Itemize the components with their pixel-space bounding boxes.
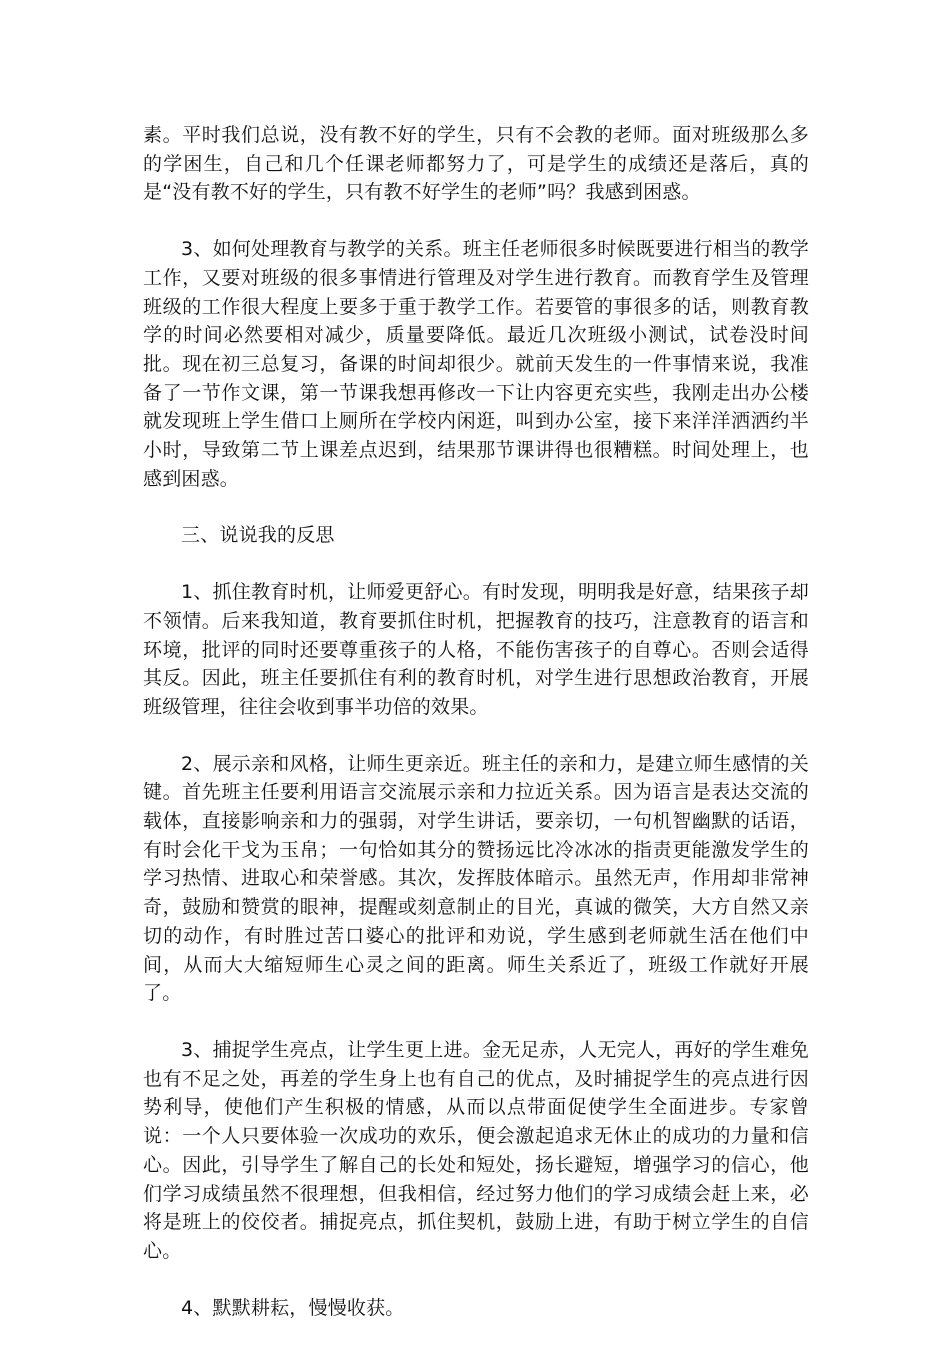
paragraph-reflection-1: 1、抓住教育时机，让师爱更舒心。有时发现，明明我是好意，结果孩子却不领情。后来我知道，教育要抓住时机，把握教育的技巧，注意教育的语言和环境，批评的同时还要尊重孩子的人格，不能伤害孩子的自尊心。否则会适得其反。因此，班主任要抓住有利的教育时机，对学生进行思想政治教育，开展班级管理，往往会收到事半功倍的效果。 (143, 581, 809, 718)
section-heading-reflection: 三、说说我的反思 (181, 524, 335, 547)
paragraph-reflection-4: 4、默默耕耘，慢慢收获。 (181, 1296, 405, 1319)
document-page (143, 121, 809, 1350)
paragraph-continuation: 素。平时我们总说，没有教不好的学生，只有不会教的老师。面对班级那么多的学困生，自己和几个任课老师都努力了，可是学生的成绩还是落后，真的是“没有教不好的学生，只有教不好学生的老师”吗？我感到困惑。 (143, 124, 809, 204)
paragraph-reflection-3: 3、捕捉学生亮点，让学生更上进。金无足赤，人无完人，再好的学生难免也有不足之处，再差的学生身上也有自己的优点，及时捕捉学生的亮点进行因势利导，使他们产生积极的情感，从而以点带面促使学生全面进步。专家曾说：一个人只要体验一次成功的欢乐，便会激起追求无休止的成功的力量和信心。因此，引导学生了解自己的长处和短处，扬长避短，增强学习的信心，他们学习成绩虽然不很理想，但我相信，经过努力他们的学习成绩会赶上来，必将是班上的佼佼者。捕捉亮点，抓住契机，鼓励上进，有助于树立学生的自信心。 (143, 1038, 809, 1262)
paragraph-teaching-education-relationship: 3、如何处理教育与教学的关系。班主任老师很多时候既要进行相当的教学工作，又要对班级的很多事情进行管理及对学生进行教育。而教育学生及管理班级的工作很大程度上要多于重于教学工作。若要管的事很多的话，则教育教学的时间必然要相对减少，质量要降低。最近几次班级小测试，试卷没时间批。现在初三总复习，备课的时间却很少。就前天发生的一件事情来说，我准备了一节作文课，第一节课我想再修改一下让内容更充实些，我刚走出办公楼就发现班上学生借口上厕所在学校内闲逛，叫到办公室，接下来洋洋洒洒约半小时，导致第二节上课差点迟到，结果那节课讲得也很糟糕。时间处理上，也感到困惑。 (143, 238, 809, 490)
paragraph-reflection-2: 2、展示亲和风格，让师生更亲近。班主任的亲和力，是建立师生感情的关键。首先班主任要利用语言交流展示亲和力拉近关系。因为语言是表达交流的载体，直接影响亲和力的强弱，对学生讲话，要亲切，一句机智幽默的话语，有时会化干戈为玉帛；一句恰如其分的赞扬远比冷冰冰的指责更能激发学生的学习热情、进取心和荣誉感。其次，发挥肢体暗示。虽然无声，作用却非常神奇，鼓励和赞赏的眼神，提醒或刻意制止的目光，真诚的微笑，大方自然又亲切的动作，有时胜过苦口婆心的批评和劝说，学生感到老师就生活在他们中间，从而大大缩短师生心灵之间的距离。师生关系近了，班级工作就好开展了。 (143, 752, 809, 1005)
